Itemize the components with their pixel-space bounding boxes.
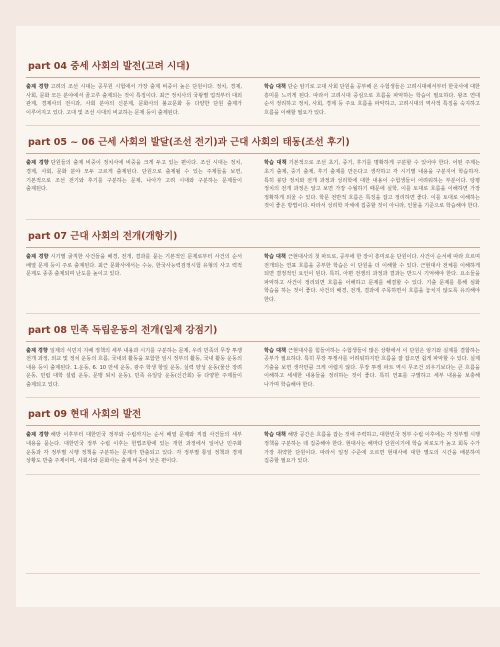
section-title: part 07 근대 사회의 전개(개항기) [26,228,480,248]
trend-text: 해방 이후부터 대한민국 정부와 수립까지는 순서 배열 문제와 직접 사건들의 세부 내용을 묻는다. 대한민국 정부 수립 이후는 헌법조항에 있는 개헌 과정에서 일어난 민주화 운동과 각 정부별 시행 정책을 구분하는 문제가 반출되고 있다. 각 정부별 통일 정책과 경제 상황도 반출 주제이며, 사회사와 문화사는 출제 비중이 낮은 편이다. [26,432,243,465]
section-part-08 [26,322,480,399]
section-title: part 08 민족 독립운동의 전개(일제 강점기) [26,322,480,342]
section-body [26,154,480,220]
strategy-column [264,347,480,390]
trend-tag: 출제 경향 [26,253,49,260]
section-part-09 [26,406,480,474]
trend-tag: 출제 경향 [26,84,49,90]
trend-tag: 출제 경향 [26,347,48,354]
trend-tag: 출제 경향 [26,160,49,167]
section-body [26,342,480,399]
section-part-07 [26,228,480,314]
trend-column [26,83,242,117]
strategy-tag: 학습 대책 [264,347,287,354]
trend-text: 단원들의 출제 비중이 정치사에 비중을 크게 두고 있는 편이다. 조선 시대는 정치, 경제, 사회, 문화 분야 모두 고르게 출제된다. 단원으로 출제될 수 있는 주제들을 보면, 기본적으로 조선 전기와 후기를 구분하는 문제, 나아가 고려 시대와 구분하는 문제들이 출제된다. [26,160,242,193]
strategy-text: 근현대사의 첫 파트로, 공부에 한 장이 흥미로운 단원이다. 사건이 순서에 따라 흐르며 전개되는 연표 흐름을 공부한 학습은 이 단원을 더 이해할 수 있다. 근현대사 전체를 이해하게 되면 결정적인 요인이 된다. 특히, 아편 전쟁의 과정과 결과는 반드시 기억해야 한다. 요소들을 파악하고 사건이 정리되면 흐름을 이해하고 문제를 해결할 수 있다. 기출 문제를 통해 심화 학습을 하는 것이 좋다. 사건의 배경, 전개, 결과에 주목하면서 흐름을 놓치지 않도록 유의해야 한다. [264,253,480,303]
section-part-05-06 [26,134,480,220]
strategy-text: 근현대사를 힘들어하는 수험생들이 많은 상황에서 이 단원은 암기와 실제를 결합하는 공부가 필요하다. 특히 무장 투쟁사를 어려워하지만 흐름을 잘 잡으면 쉽게 파악할 수 있다. 실제 기출을 보면 생각만큼 크게 어렵지 않다. 무장 투쟁 파트 역시 무조건 외우기보다는 큰 흐름을 이해하고 세세한 내용들을 정리하는 것이 좋다. 특히 연표를 구별하고 세부 내용을 보충해 나가며 학습해야 한다. [264,347,480,388]
strategy-column [264,431,480,465]
trend-text: 시기별 굵직한 사건들을 배경, 전개, 결과를 묻는 기본적인 문제로부터 사건의 순서 배열 문제 등이 주로 출제된다. 최근 문화사에서는 수능, 한국사능력검정시험 유형의 사고 력적 문제도 종종 출제되며 난도를 높이고 있다. [26,253,243,278]
strategy-text: 해방 공간은 흐름을 잡는 것에 주력하고, 대한민국 정부 수립 이후에는 각 정부별 시행 정책을 구분하는 데 집중해야 한다. 현대사는 해마다 단원이기에 학습 피로도가 높고 회독 수가 가장 취약한 단원이다. 따라서 일정 수준에 오르면 현대사에 대한 별도의 시간을 배분하여 집중할 필요가 있다. [264,432,480,465]
top-margin-band [0,0,500,26]
strategy-text: 단순 암기로 고대 사회 단원을 공부해 온 수험생들은 고려시대에서부터 한국사에 대한 흥미를 느끼게 된다. 따라서 고려시대 중심으로 흐름을 파악하는 학습이 필요하다. 왕조 연대 순서 정리하고 정치, 사회, 경제 등 주요 흐름을 파악하고, 고려시대의 역사적 특징을 숙지하고 흐름을 이해할 필요가 있다. [264,84,480,116]
section-body [26,78,480,126]
section-body [26,426,480,474]
section-title: part 09 현대 사회의 발전 [26,406,480,426]
trend-tag: 출제 경향 [26,432,49,439]
strategy-tag: 학습 대책 [264,160,287,167]
strategy-column [264,83,480,117]
trend-text: 일제의 식민지 지배 정책의 세부 내용과 시기를 구분하는 문제, 우리 민족의 무장 투쟁 전개 과정, 외교 및 정치 운동의 흐름, 국내외 활동을 포함한 임시 정부의 활동, 국내 활동 운동의 내용 등이 출제된다. 1.운동, 6. 10 만세 운동, 광주 학생 항일 운동, 실력 양성 운동(물산 장려 운동, 민립 대학 설립 운동, 문맹 퇴치 운동), 민족 유일당 운동(신간회) 등 다양한 주제들이 출제되고 있다. [26,347,242,388]
strategy-tag: 학습 대책 [264,253,286,260]
section-title: part 04 중세 사회의 발전(고려 시대) [26,58,480,78]
strategy-text: 기본적으로 조선 초기, 중기, 후기를 명확하게 구분할 수 있어야 한다. 어떤 주제는 초기 출제, 중기 출제, 후기 출제를 만든다고 생각하고 각 시기별 내용을 구분지어 학습하자. 특히 붕당 정치와 전개 과정과 성리학에 대한 내용이 수험생들이 어려워하는 부분이다. 탕평 정치의 전개 과정은 알고 보면 가장 수월하기 때문에 실학, 이를 토대로 흐름을 이해하면 가장 정확하게 외울 수 있다. 학문 전반적 흐름은 특징을 잡고 정리하면 좋다. 이를 토대로 이해하는 것이 좋은 방법이다. 따라서 성리학 자체에 집중할 것이 아니라, 인물을 기준으로 학습해야 한다. [264,160,480,210]
section-part-04 [26,58,480,126]
trend-column [26,347,242,390]
strategy-column [264,159,480,211]
page-content [26,58,480,483]
bottom-margin-band [0,607,500,647]
left-margin-band [0,26,16,647]
trend-text: 고려의 조선 시대는 공무원 시험에서 가장 출제 비중이 높은 단원이다. 정치, 경제, 사회, 문화 모든 분야에서 골고루 출제되는 것이 특징이다. 최근 정치사의 국왕별 업적부터 대외 관계, 경제사의 전시과, 사회 분야의 신분제, 문화사의 불교문화 등 다양한 단원 출제가 이루어지고 있다. 고대 및 조선 시대의 비교하는 문제 등이 출제된다. [26,84,242,116]
strategy-column [264,253,480,305]
strategy-tag: 학습 대책 [264,84,286,90]
trend-column [26,253,242,305]
strategy-tag: 학습 대책 [264,432,286,439]
trend-column [26,159,242,211]
empty-notes-area [26,573,480,608]
section-body [26,248,480,314]
trend-column [26,431,242,465]
section-title: part 05 ~ 06 근세 사회의 발달(조선 전기)과 근대 사회의 태동(조선 후기) [26,134,480,154]
